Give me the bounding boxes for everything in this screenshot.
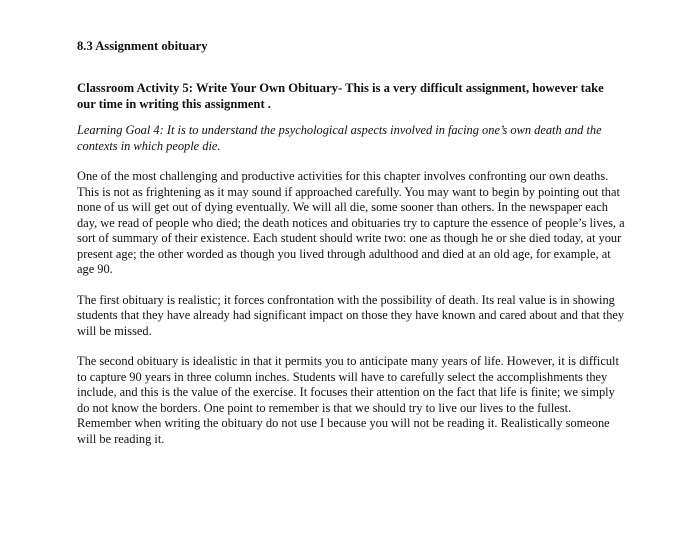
document-page: [77, 38, 625, 447]
body-paragraph-2: The first obituary is realistic; it forces confrontation with the possibility of death. Its real value is in showing students that they have already had significant impact on those they have known and cared about and that they will be missed.: [77, 292, 625, 338]
body-paragraph-3: The second obituary is idealistic in that it permits you to anticipate many years of life. However, it is difficult to capture 90 years in three column inches. Students will have to carefully select the accomplishments they include, and this is the value of the exercise. It focuses their attention on the fact that life is finite; we simply do not know the borders. One point to remember is that we should try to live our lives to the fullest. Remember when writing the obituary do not use I because you will not be reading it. Realistically someone will be reading it.: [77, 354, 619, 446]
learning-goal: Learning Goal 4: It is to understand the psychological aspects involved in facing one’s own death and the contexts in which people die.: [77, 123, 602, 153]
activity-title: Classroom Activity 5: Write Your Own Obituary- This is a very difficult assignment, however take our time in writing this assignment .: [77, 81, 604, 111]
body-paragraph-1: One of the most challenging and productive activities for this chapter involves confronting our own deaths. This is not as frightening as it may sound if approached carefully. You may want to begin by pointing out that none of us will get out of dying eventually. We will all die, some sooner than others. In the newspaper each day, we read of people who died; the death notices and obituaries try to capture the essence of people’s lives, a sort of summary of their existence. Each student should write two: one as though he or she died today, at your present age; the other worded as though you lived through adulthood and died at an old age, for example, at age 90.: [77, 169, 625, 276]
section-heading: 8.3 Assignment obituary: [77, 39, 208, 53]
